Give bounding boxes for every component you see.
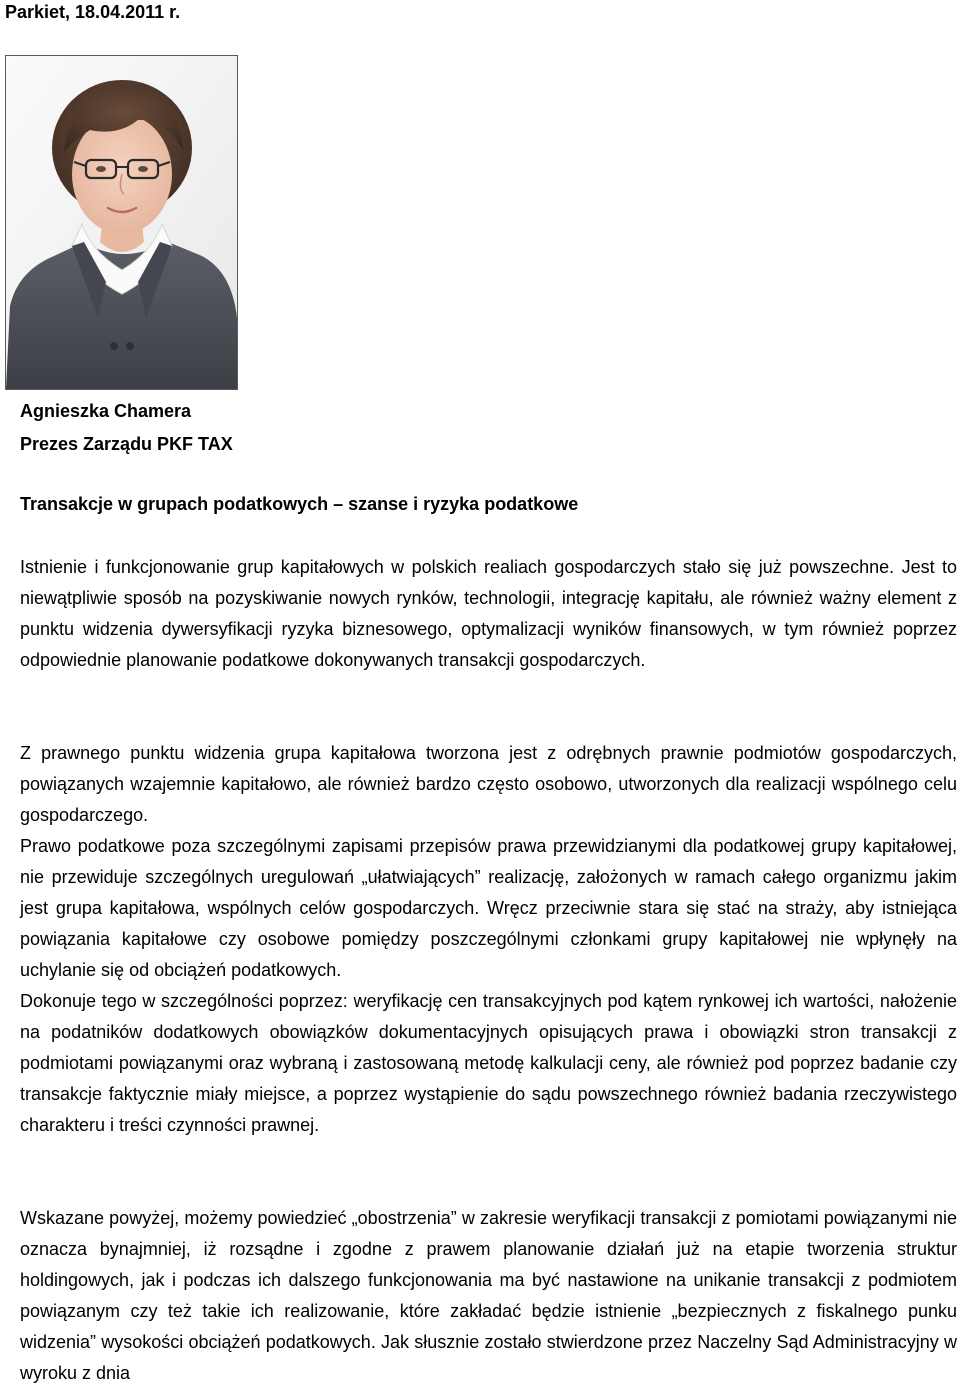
article-paragraph: Z prawnego punktu widzenia grupa kapitałowa tworzona jest z odrębnych prawnie podmiotów gospodarczych, powiązanych wzajemnie kapitałowo, ale również bardzo często osobowo, utworzonych dla realizacji wspólnego celu gospodarczego. <box>20 743 957 825</box>
author-portrait <box>5 55 238 390</box>
article-paragraph: Prawo podatkowe poza szczególnymi zapisami przepisów prawa przewidzianymi dla podatkowej grupy kapitałowej, nie przewiduje szczególnych uregulowań „ułatwiających” realizację, założonych w ramach całego organizmu jakim jest grupa kapitałowa, wspólnych celów gospodarczych. Wręcz przeciwnie stara się stać na straży, aby istniejąca powiązania kapitałowe czy osobowe pomiędzy poszczególnymi członkami grupy kapitałowej nie wpłynęły na uchylanie się od obciążeń podatkowych. <box>20 836 957 980</box>
author-name: Agnieszka Chamera <box>20 401 192 421</box>
article-paragraph: Wskazane powyżej, możemy powiedzieć „obostrzenia” w zakresie weryfikacji transakcji z pomiotami powiązanymi nie oznacza bynajmniej, iż rozsądne i zgodne z prawem planowanie działań już na etapie tworzenia struktur holdingowych, jak i podczas ich dalszego funkcjonowania ma być nastawione na unikanie transakcji z podmiotem powiązanym czy też takie ich realizowanie, które zakładać będzie istnienie „bezpiecznych z fiskalnego punku widzenia” wysokości obciążeń podatkowych. Jak słusznie zostało stwierdzone przez Naczelny Sąd Administracyjny w wyroku z dnia <box>20 1208 957 1383</box>
portrait-illustration <box>6 56 237 389</box>
article-paragraph: Dokonuje tego w szczególności poprzez: weryfikację cen transakcyjnych pod kątem rynkowej ich wartości, nałożenie na podatników dodatkowych obowiązków dokumentacyjnych opisujących prawa i obowiązki stron transakcji z podmiotami powiązanymi oraz wybraną i zastosowaną metodę kalkulacji ceny, ale również pod poprzez badanie czy transakcje faktycznie miały miejsce, a poprzez wystąpienie do sądu powszechnego również badania rzeczywistego charakteru i treści czynności prawnej. <box>20 991 957 1135</box>
publication-date-line: Parkiet, 18.04.2011 r. <box>5 2 181 22</box>
article-paragraph: Istnienie i funkcjonowanie grup kapitałowych w polskich realiach gospodarczych stało się już powszechne. Jest to niewątpliwie sposób na pozyskiwanie nowych rynków, technologii, integrację kapitału, ale również ważny element z punktu widzenia dywersyfikacji ryzyka biznesowego, optymalizacji wyników finansowych, w tym również poprzez odpowiednie planowanie podatkowe dokonywanych transakcji gospodarczych. <box>20 557 957 670</box>
article-title: Transakcje w grupach podatkowych – szanse i ryzyka podatkowe <box>20 494 579 514</box>
author-role: Prezes Zarządu PKF TAX <box>20 434 233 454</box>
